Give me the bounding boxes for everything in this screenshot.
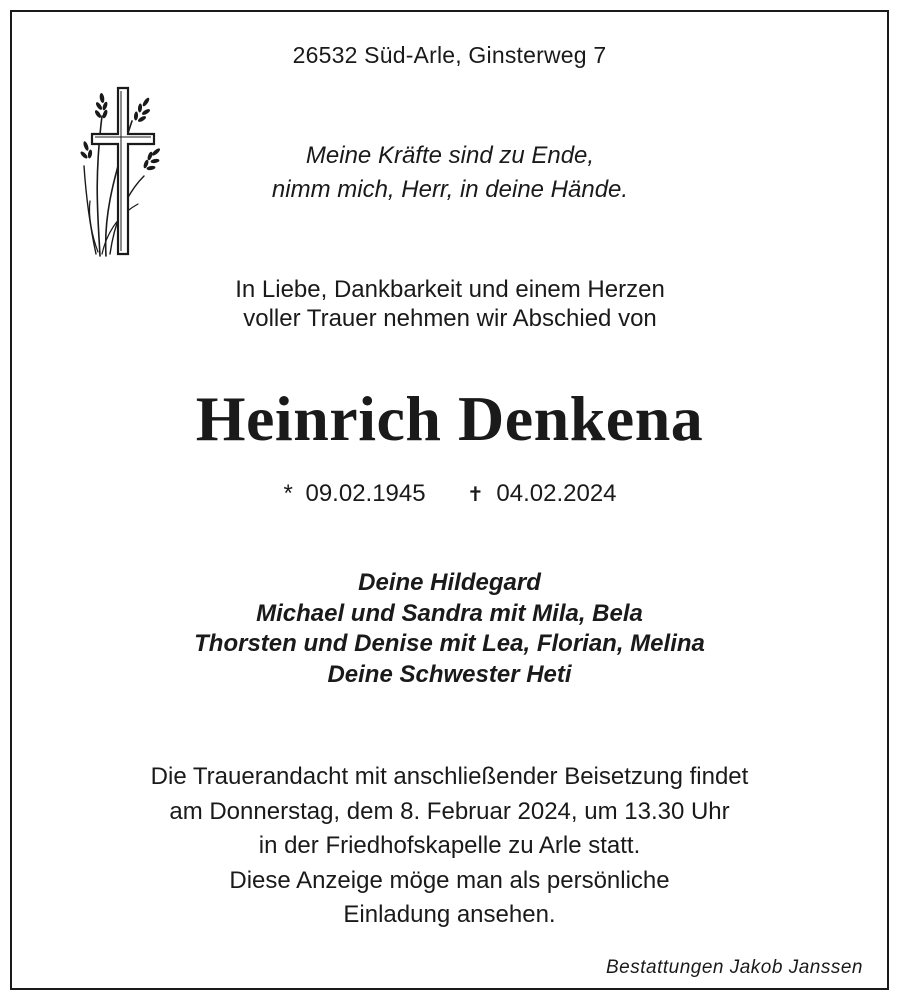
service-line: am Donnerstag, dem 8. Februar 2024, um 13.30 Uhr xyxy=(169,797,730,825)
birth-symbol: * xyxy=(283,480,293,507)
mourner-line: Thorsten und Denise mit Lea, Florian, Melina xyxy=(194,630,705,657)
service-details xyxy=(0,760,899,933)
intro-line-2: voller Trauer nehmen wir Abschied von xyxy=(243,305,657,332)
service-line: in der Friedhofskapelle zu Arle statt. xyxy=(258,832,641,859)
mourners-list xyxy=(0,568,899,690)
mourner-line: Michael und Sandra mit Mila, Bela xyxy=(256,599,643,627)
death-date: 04.02.2024 xyxy=(496,480,617,507)
intro-text xyxy=(150,275,750,333)
birth-date: 09.02.1945 xyxy=(305,480,426,507)
verse xyxy=(160,139,740,207)
mourner-line: Deine Hildegard xyxy=(358,569,541,596)
mourner-line: Deine Schwester Heti xyxy=(327,660,572,688)
undertaker-signature: Bestattungen Jakob Janssen xyxy=(605,957,863,978)
intro-line-1: In Liebe, Dankbarkeit und einem Herzen xyxy=(235,276,665,303)
service-line: Einladung ansehen. xyxy=(343,901,556,928)
service-line: Die Trauerandacht mit anschließender Beisetzung findet xyxy=(150,763,749,790)
cross-with-wheat-icon xyxy=(80,86,164,258)
life-dates xyxy=(200,480,700,508)
service-line: Diese Anzeige möge man als persönliche xyxy=(229,866,670,894)
deceased-name: Heinrich Denkena xyxy=(195,383,704,454)
address: 26532 Süd-Arle, Ginsterweg 7 xyxy=(292,42,607,68)
death-cross-icon: ✝ xyxy=(466,482,484,506)
verse-line-2: nimm mich, Herr, in deine Hände. xyxy=(271,176,629,203)
verse-line-1: Meine Kräfte sind zu Ende, xyxy=(305,142,595,169)
